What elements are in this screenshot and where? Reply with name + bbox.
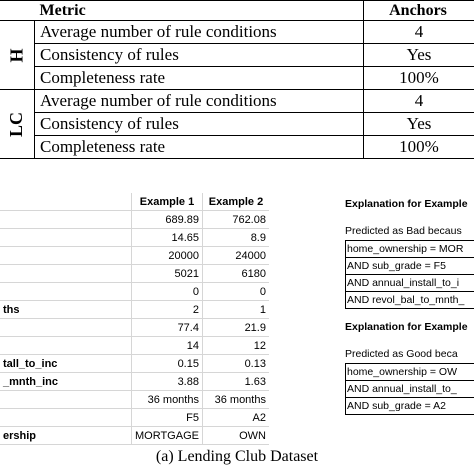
metric-value: 100% [364,67,474,90]
example-spreadsheet [0,193,269,445]
metric-name: Average number of rule conditions [35,21,364,44]
explanation-panel [345,196,474,415]
spreadsheet-row [0,373,269,391]
rule-condition: AND annual_install_to_ [346,381,474,398]
metrics-row [0,67,474,90]
figure-caption: (a) Lending Club Dataset [155,448,319,465]
row-label [0,247,132,265]
metric-value: 100% [364,136,474,159]
metric-value: 4 [364,21,474,44]
cell-value: 0 [202,283,269,301]
metrics-table [0,0,474,159]
prediction-text: Predicted as Good beca [345,348,458,360]
spreadsheet-table [0,193,269,445]
metric-column-header: Metric [35,1,364,21]
spreadsheet-row [0,391,269,409]
row-label [0,391,132,409]
rule-condition: AND revol_bal_to_mnth_ [347,294,465,306]
metric-value: Yes [364,113,474,136]
explanation-title: Explanation for Example [345,321,468,333]
spreadsheet-row [0,283,269,301]
spreadsheet-header-row [0,193,269,211]
spreadsheet-row [0,337,269,355]
anchors-column-header: Anchors [364,1,474,21]
spreadsheet-row [0,265,269,283]
metrics-row [0,44,474,67]
row-label: ership [0,427,132,445]
cell-value: 762.08 [202,211,269,229]
cell-value: 0 [132,283,203,301]
cell-value: 12 [202,337,269,355]
spreadsheet-row [0,229,269,247]
spreadsheet-row [0,247,269,265]
rule-condition: home_ownership = MOR [346,241,474,258]
cell-value: 689.89 [132,211,203,229]
metrics-header-row [0,1,474,21]
cell-value: A2 [202,409,269,427]
metrics-row [0,21,474,44]
cell-value: 0.15 [132,355,203,373]
cell-value: 0.13 [202,355,269,373]
spreadsheet-row [0,427,269,445]
row-label [0,337,132,355]
metric-value: Yes [364,44,474,67]
row-label [0,265,132,283]
metric-name: Consistency of rules [35,113,364,136]
cell-value: 36 months [202,391,269,409]
row-label: tall_to_inc [0,355,132,373]
row-label [0,319,132,337]
spreadsheet-row [0,211,269,229]
spreadsheet-row [0,319,269,337]
row-label [0,193,132,211]
group-label-h: H [0,21,35,90]
cell-value: 14 [132,337,203,355]
cell-value: 5021 [132,265,203,283]
rule-condition: AND sub_grade = F5 [346,258,474,275]
rule-box [345,240,474,309]
metric-name: Completeness rate [35,67,364,90]
metric-name: Completeness rate [35,136,364,159]
cell-value: 2 [132,301,203,319]
row-label: _mnth_inc [0,373,132,391]
spreadsheet-row [0,355,269,373]
cell-value: 24000 [202,247,269,265]
cell-value: 8.9 [202,229,269,247]
row-label [0,229,132,247]
cell-value: 36 months [132,391,203,409]
cell-value: 1 [202,301,269,319]
spreadsheet-row [0,301,269,319]
row-label [0,283,132,301]
explanation-title: Explanation for Example [345,198,468,210]
prediction-text: Predicted as Bad becaus [345,225,462,237]
metrics-row [0,136,474,159]
row-label: ths [0,301,132,319]
rule-condition: AND annual_install_to_i [346,275,474,292]
metrics-row [0,90,474,113]
row-label [0,409,132,427]
cell-value: MORTGAGE [132,427,203,445]
cell-value: F5 [132,409,203,427]
row-label [0,211,132,229]
cell-value: Example 2 [202,193,269,211]
cell-value: 77.4 [132,319,203,337]
metric-name: Average number of rule conditions [35,90,364,113]
group-label-lc: LC [0,90,35,159]
cell-value: OWN [202,427,269,445]
cell-value: 20000 [132,247,203,265]
rule-condition: AND sub_grade = A2 [347,400,446,412]
cell-value: 6180 [202,265,269,283]
spreadsheet-row [0,409,269,427]
metric-name: Consistency of rules [35,44,364,67]
metric-value: 4 [364,90,474,113]
cell-value: 1.63 [202,373,269,391]
cell-value: 3.88 [132,373,203,391]
cell-value: Example 1 [132,193,203,211]
cell-value: 21.9 [202,319,269,337]
cell-value: 14.65 [132,229,203,247]
rule-condition: home_ownership = OW [346,364,474,381]
metrics-row [0,113,474,136]
rule-box [345,363,474,415]
